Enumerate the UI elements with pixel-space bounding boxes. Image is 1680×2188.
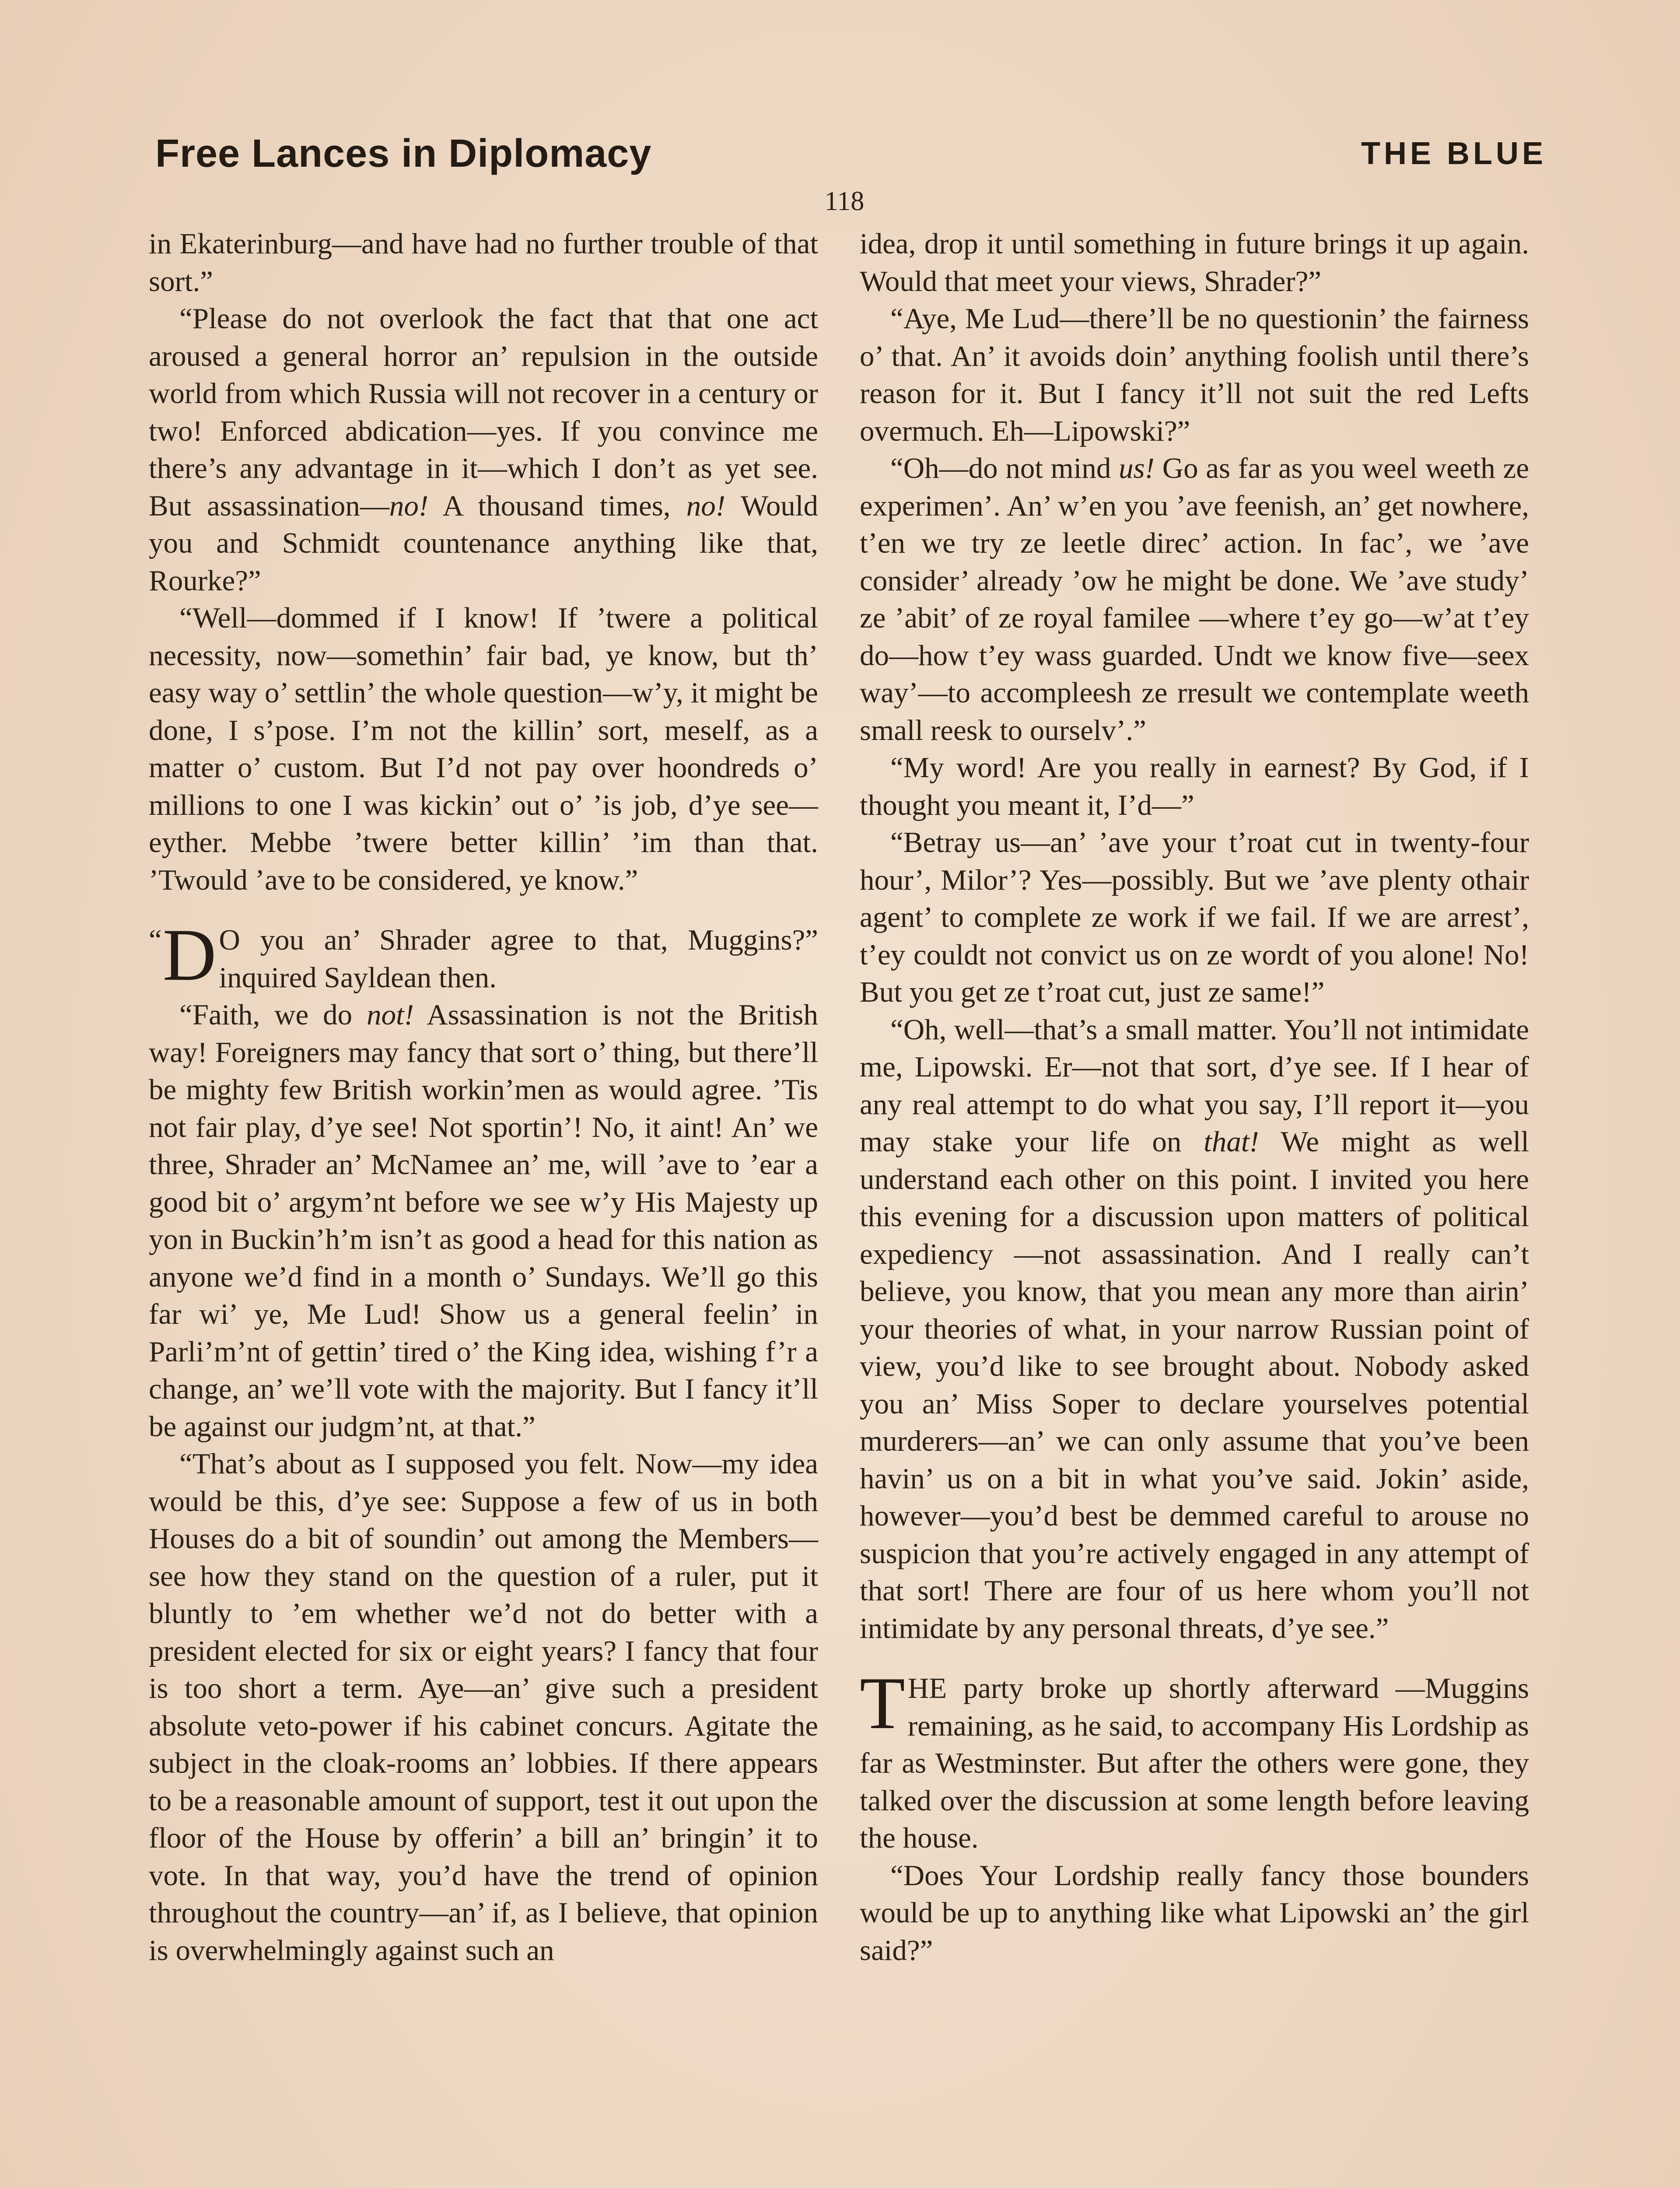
dropcap-quote: “ [149,924,162,956]
drop-cap: D [162,914,217,996]
paragraph: “Well—dommed if I know! If ’twere a political necessity, now—somethin’ fair bad, ye know, but th’ easy way o’ settlin’ the whole question—w’y, it might be done, I s’pose. I’m not the killin’ sort, meself, as a matter o’ custom. But I’d not pay over hoondreds o’ millions to one I was kickin’ out o’ ’is job, d’ye see—eyther. Mebbe ’twere better killin’ ’im than that. ’Twould ’ave to be considered, ye know.” [149,602,818,896]
running-head-title: Free Lances in Diplomacy [155,132,652,175]
paragraph: “Faith, we do not! Assassination is not the British way! Foreigners may fancy that sort o’ thing, but there’ll be mighty few British workin’men as would agree. ’Tis not fair play, d’ye see! Not sportin’! No, it aint! An’ we three, Shrader an’ McNamee an’ me, will ’ave to ’ear a good bit o’ argym’nt before we see w’y His Majesty up yon in Buckin’h’m isn’t as good a head for this nation as anyone we’d find in a month o’ Sundays. We’ll go this far wi’ ye, Me Lud! Show us a general feelin’ in Parli’m’nt of gettin’ tired o’ the King idea, wishing f’r a change, an’ we’ll vote with the majority. But I fancy it’ll be against our judgm’nt, at that.” [149,999,818,1443]
left-column [149,225,818,1969]
page-number: 118 [824,186,864,216]
paragraph: in Ekaterinburg—and have had no further trouble of that sort.” [149,228,818,298]
paragraph: “Oh—do not mind us! Go as far as you weel weeth ze experimen’. An’ w’en you ’ave feenish, an’ get nowhere, t’en we try ze leetle direc’ action. In fac’, we ’ave consider’ already ’ow he might be done. We ’ave study’ ze ’abit’ of ze royal familee —where t’ey go—w’at t’ey do—how t’ey wass guarded. Undt we know five—seex way’—to accompleesh ze rresult we contemplate weeth small reesk to ourselv’.” [860,452,1530,747]
paragraph: “Does Your Lordship really fancy those bounders would be up to anything like what Lipowski an’ the girl said?” [860,1859,1529,1967]
paragraph: “My word! Are you really in earnest? By God, if I thought you meant it, I’d—” [860,751,1529,821]
paragraph: “Oh, well—that’s a small matter. You’ll not intimidate me, Lipowski. Er—not that sort, d’ye see. If I hear of any real attempt to do what you say, I’ll report it—you may stake your life on that! We might as well understand each other on this point. I invited you here this evening for a discussion upon matters of political expediency —not assassination. And I really can’t believe, you know, that you mean any more than airin’ your theories of what, in your narrow Russian point of view, you’d like to see brought about. Nobody asked you an’ Miss Soper to declare yourselves potential murderers—an’ we can only assume that you’ve been havin’ us on a bit in what you’ve said. Jokin’ aside, however—you’d best be demmed careful to arouse no suspicion that you’re actively engaged in any attempt of that sort! There are four of us here whom you’ll not intimidate by any personal threats, d’ye see.” [860,1013,1529,1645]
drop-cap: T [860,1662,905,1744]
paragraph: “Aye, Me Lud—there’ll be no questionin’ the fairness o’ that. An’ it avoids doin’ anything foolish until there’s reason for it. But I fancy it’ll not suit the red Lefts overmuch. Eh—Lipowski?” [860,302,1529,447]
paragraph-dropcap: “ D O you an’ Shrader agree to that, Muggins?” inquired Sayldean then. [149,914,818,996]
right-column [860,225,1529,1969]
paragraph: “That’s about as I supposed you felt. Now—my idea would be this, d’ye see: Suppose a few of us in both Houses do a bit of soundin’ out among the Members—see how they stand on the question of a ruler, put it bluntly to ’em whether we’d not do better with a president elected for six or eight years? I fancy that four is too short a term. Aye—an’ give such a president absolute veto-power if his cabinet concurs. Agitate the subject in the cloak-rooms an’ lobbies. If there appears to be a reasonable amount of support, test it out upon the floor of the House by offerin’ a bill an’ bringin’ it to vote. In that way, you’d have the trend of opinion throughout the country—an’ if, as I believe, that opinion is overwhelmingly against such an [149,1448,818,1967]
running-head-magazine: THE BLUE [1361,136,1547,171]
paragraph: “Please do not overlook the fact that that one act aroused a general horror an’ repulsion in the outside world from which Russia will not recover in a century or two! Enforced abdication—yes. If you convince me there’s any advantage in it—which I don’t as yet see. But assassination—no! A thousand times, no! Would you and Schmidt countenance anything like that, Rourke?” [149,302,819,597]
paragraph: “Betray us—an’ ’ave your t’roat cut in twenty-four hour’, Milor’? Yes—possibly. But we ’ave plenty othair agent’ to complete ze work if we fail. If we are arrest’, t’ey couldt not convict us on ze wordt of you alone! No! But you get ze t’roat cut, just ze same!” [860,826,1529,1008]
paragraph-dropcap: THE party broke up shortly afterward —Muggins remaining, as he said, to accompany His Lordship as far as Westminster. But after the others were gone, they talked over the discussion at some length before leaving the house. [860,1662,1529,1854]
paragraph: idea, drop it until something in future brings it up again. Would that meet your views, Shrader?” [860,228,1529,298]
